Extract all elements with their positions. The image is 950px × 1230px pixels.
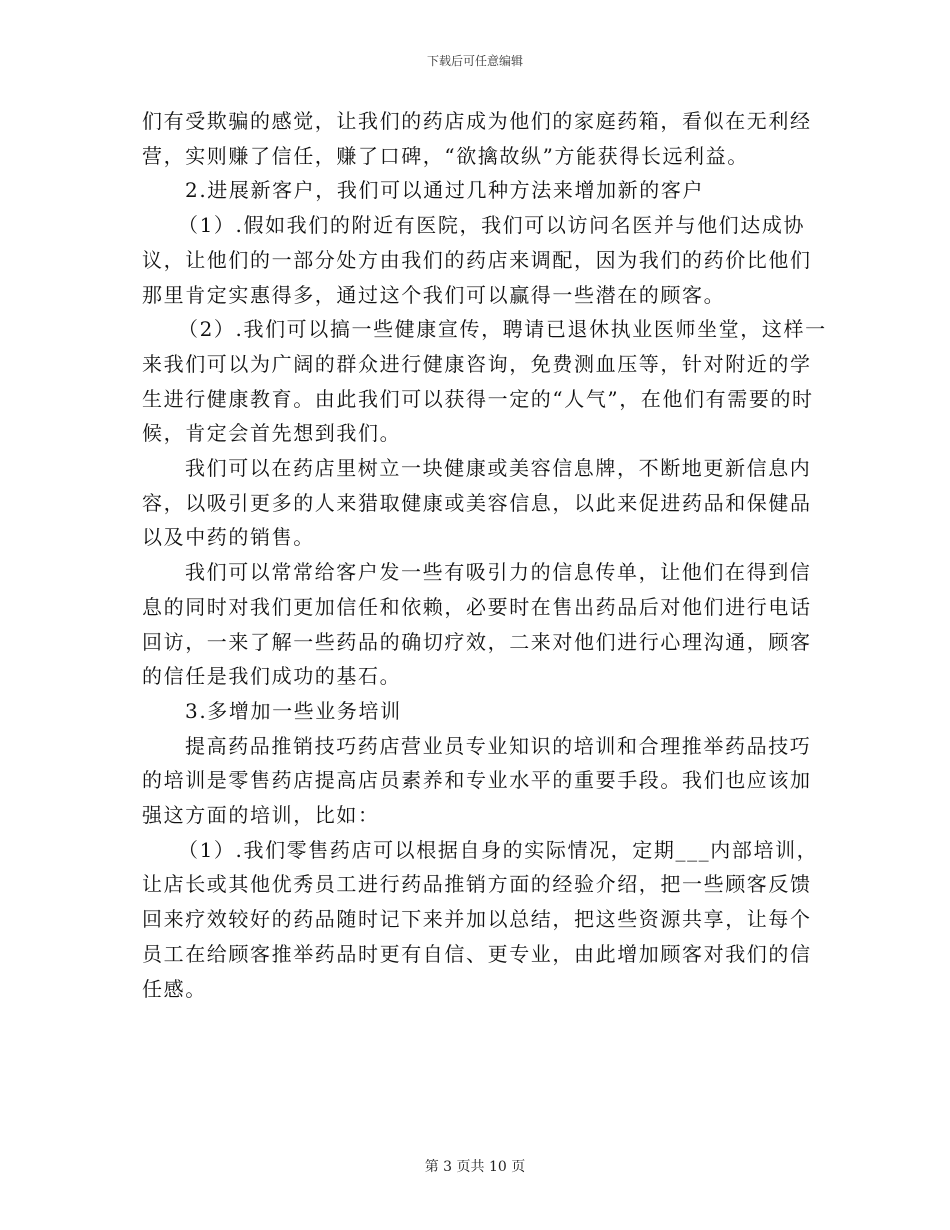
page-header: 下载后可任意编辑 — [426, 54, 523, 68]
document-body — [142, 104, 832, 1006]
section-heading-new-customers: 2.进展新客户，我们可以通过几种方法来增加新的客户 — [185, 178, 705, 203]
paragraph-training-intro: 提高药品推销技巧药店营业员专业知识的培训和合理推举药品技巧的培训是零售药店提高店员素养和专业水平的重要手段。我们也应该加强这方面的培训，比如： — [142, 733, 812, 828]
page-number: 第 3 页共 10 页 — [424, 1159, 526, 1175]
paragraph-item-2: （2）.我们可以搞一些健康宣传，聘请已退休执业医师坐堂，这样一来我们可以为广阔的群众进行健康咨询，免费测血压等，针对附近的学生进行健康教育。由此我们可以获得一定的“人气”，在他们有需要的时候，肯定会首先想到我们。 — [142, 317, 827, 446]
paragraph-training-item-1: （1）.我们零售药店可以根据自身的实际情况，定期___内部培训，让店长或其他优秀员工进行药品推销方面的经验介绍，把一些顾客反馈回来疗效较好的药品随时记下来并加以总结，把这些资源共享，让每个员工在给顾客推举药品时更有自信、更专业，由此增加顾客对我们的信任感。 — [142, 837, 819, 1001]
paragraph-info-board: 我们可以在药店里树立一块健康或美容信息牌，不断地更新信息内容，以吸引更多的人来猎取健康或美容信息，以此来促进药品和保健品以及中药的销售。 — [142, 456, 812, 550]
section-heading-training: 3.多增加一些业务培训 — [185, 698, 402, 723]
paragraph-flyers: 我们可以常常给客户发一些有吸引力的信息传单，让他们在得到信息的同时对我们更加信任和依赖，必要时在售出药品后对他们进行电话回访，一来了解一些药品的确切疗效，二来对他们进行心理沟通，顾客的信任是我们成功的基石。 — [142, 560, 812, 689]
paragraph-item-1: （1）.假如我们的附近有医院，我们可以访问名医并与他们达成协议，让他们的一部分处方由我们的药店来调配，因为我们的药价比他们那里肯定实惠得多，通过这个我们可以赢得一些潜在的顾客。 — [142, 213, 812, 307]
paragraph-continuation: 们有受欺骗的感觉，让我们的药店成为他们的家庭药箱，看似在无利经营，实则赚了信任，赚了口碑，“欲擒故纵”方能获得长远利益。 — [142, 109, 812, 168]
